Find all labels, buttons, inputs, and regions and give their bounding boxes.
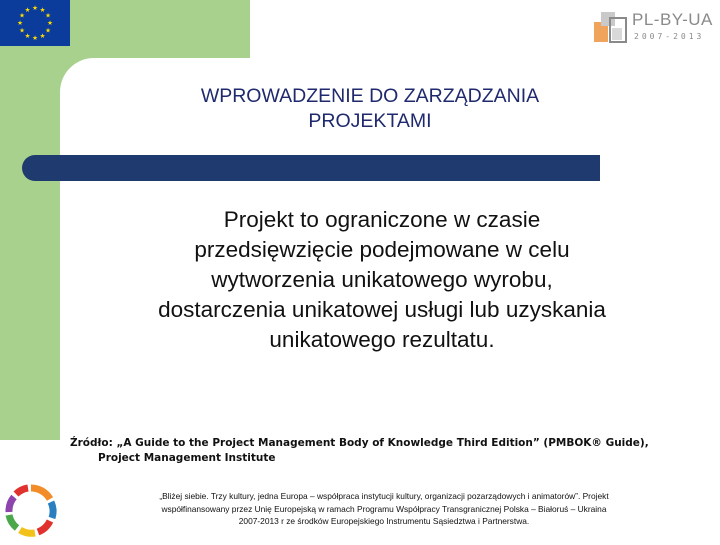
eu-star-icon: ★: [24, 7, 31, 15]
logo-text: PL-BY-UA: [632, 10, 713, 29]
logo-years: 2007-2013: [634, 32, 705, 41]
decorative-green-top: [90, 0, 250, 62]
definition-line: dostarczenia unikatowej usługi lub uzyskania: [158, 297, 606, 322]
eu-star-icon: ★: [24, 33, 31, 41]
title-line: WPROWADZENIE DO ZARZĄDZANIA: [200, 85, 540, 107]
eu-star-icon: ★: [17, 20, 23, 28]
eu-star-icon: ★: [45, 27, 51, 35]
title-divider-bar: [22, 155, 600, 181]
definition-text: [96, 205, 668, 355]
program-logo: [592, 6, 712, 48]
definition-line: unikatowego rezultatu.: [269, 327, 495, 352]
eu-star-icon: ★: [19, 12, 25, 20]
eu-star-icon: ★: [39, 7, 46, 15]
source-line: Project Management Institute: [98, 452, 276, 464]
source-citation: [70, 436, 690, 466]
eu-star-icon: ★: [32, 35, 38, 43]
eu-star-icon: ★: [47, 20, 53, 28]
footer-line: „Bliżej siebie. Trzy kultury, jedna Europa – współpraca instytucji kultury, organizacji pozarządowych i animatorów”. Projekt: [159, 491, 609, 501]
title-line: PROJEKTAMI: [308, 110, 432, 132]
page-title: [110, 84, 630, 134]
footer-line: współfinansowany przez Unię Europejską w ramach Programu Współpracy Transgranicznej Polska – Białoruś – Ukraina: [161, 503, 607, 514]
footer-line: 2007-2013 r ze środków Europejskiego Instrumentu Sąsiedztwa i Partnerstwa.: [238, 516, 530, 526]
eu-star-icon: ★: [32, 5, 38, 13]
definition-line: wytworzenia unikatowego wyrobu,: [211, 267, 553, 292]
eu-star-icon: ★: [39, 33, 46, 41]
eu-flag-icon: [0, 0, 70, 46]
funding-footer: [84, 490, 684, 528]
pl-by-ua-logo-icon: [592, 8, 628, 44]
definition-line: Projekt to ograniczone w czasie: [223, 207, 541, 232]
definition-line: przedsięwzięcie podejmowane w celu: [194, 237, 570, 262]
source-line: Źródło: „A Guide to the Project Management Body of Knowledge Third Edition” (PMBOK® Guide),: [70, 437, 649, 449]
eu-star-icon: ★: [19, 27, 25, 35]
european-wreath-logo-icon: [0, 480, 62, 540]
eu-star-icon: ★: [45, 12, 51, 20]
